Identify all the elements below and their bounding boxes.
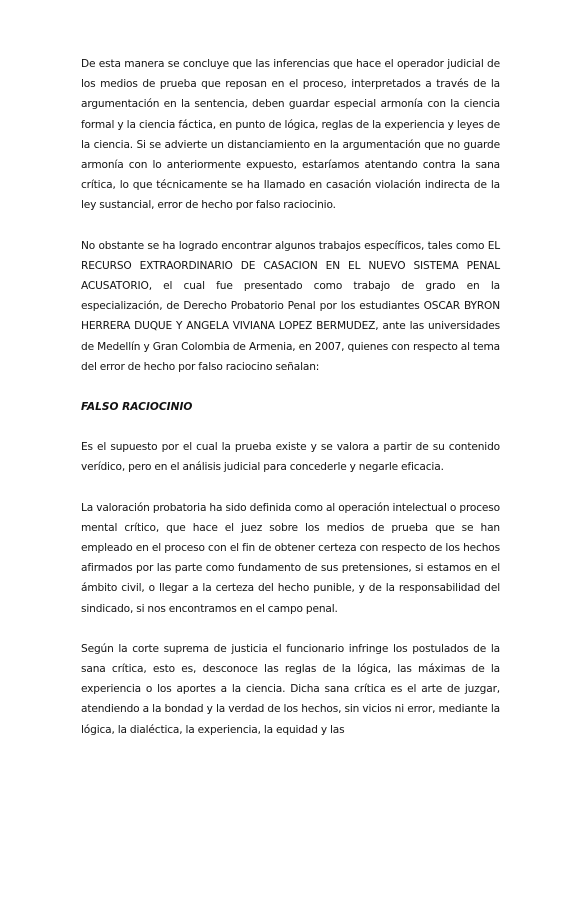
paragraph-definition: Es el supuesto por el cual la prueba existe y se valora a partir de su contenido verídico, pero en el análisis judicial para concederle y negarle eficacia. xyxy=(81,441,500,474)
paragraph-conclusion: De esta manera se concluye que las inferencias que hace el operador judicial de los medios de prueba que reposan en el proceso, interpretados a través de la argumentación en la sentencia, deben guardar especial armonía con la ciencia formal y la ciencia fáctica, en punto de lógica, reglas de la experiencia y leyes de la ciencia. Si se advierte un distanciamiento en la argumentación que no guarde armonía con lo anteriormente expuesto, estaríamos atentando contra la sana crítica, lo que técnicamente se ha llamado en casación violación indirecta de la ley sustancial, error de hecho por falso raciocinio. xyxy=(81,58,500,212)
section-heading: FALSO RACIOCINIO xyxy=(81,401,193,414)
paragraph-corte-suprema: Según la corte suprema de justicia el funcionario infringe los postulados de la sana crítica, esto es, desconoce las reglas de la lógica, las máximas de la experiencia o los aportes a la ciencia. Dicha sana crítica es el arte de juzgar, atendiendo a la bondad y la verdad de los hechos, sin vicios ni error, mediante la lógica, la dialéctica, la experiencia, la equidad y las xyxy=(81,642,500,736)
paragraph-previous-work: No obstante se ha logrado encontrar algunos trabajos específicos, tales como EL RECURSO EXTRAORDINARIO DE CASACION EN EL NUEVO SISTEMA PENAL ACUSATORIO, el cual fue presentado como trabajo de grado en la especialización, de Derecho Probatorio Penal por los estudiantes OSCAR BYRON HERRERA DUQUE Y ANGELA VIVIANA LOPEZ BERMUDEZ, ante las universidades de Medellín y Gran Colombia de Armenia, en 2007, quienes con respecto al tema del error de hecho por falso raciocino señalan: xyxy=(81,239,500,373)
paragraph-valoracion: La valoración probatoria ha sido definida como al operación intelectual o proceso mental crítico, que hace el juez sobre los medios de prueba que se han empleado en el proceso con el fin de obtener certeza con respecto de los hechos afirmados por las parte como fundamento de sus pretensiones, si estamos en el ámbito civil, o llegar a la certeza del hecho punible, y de la responsabilidad del sindicado, si nos encontramos en el campo penal. xyxy=(81,501,500,615)
